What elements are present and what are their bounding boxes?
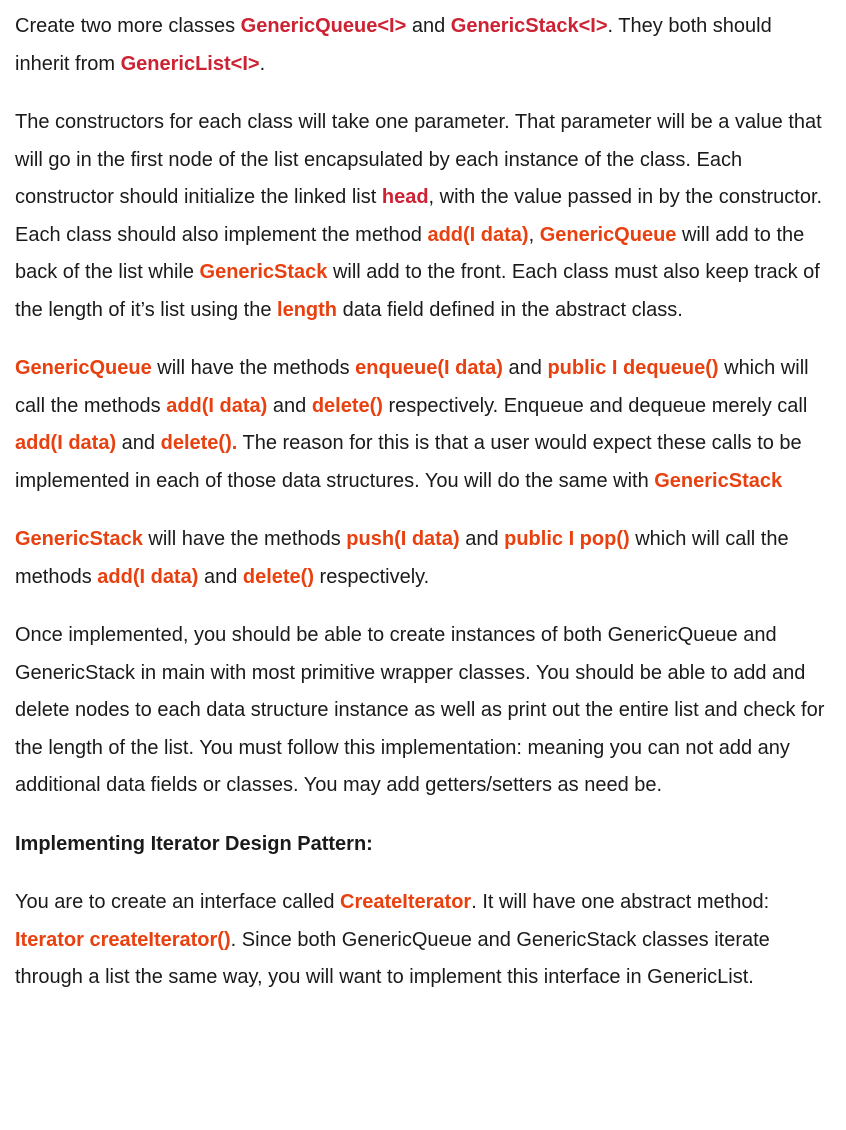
keyword-create-iterator-interface: CreateIterator (340, 891, 472, 913)
keyword-generic-list: GenericList<I> (120, 52, 260, 75)
keyword-generic-queue: GenericQueue (15, 357, 152, 379)
paragraph-generic-queue-methods (15, 350, 831, 500)
keyword-add-method: add(I data) (15, 432, 117, 454)
keyword-delete-method: delete(). (160, 432, 238, 454)
text: and (267, 394, 312, 417)
keyword-head: head (381, 186, 429, 208)
text: will have the methods (151, 357, 356, 379)
text: and (406, 15, 451, 37)
keyword-pop: public I pop() (504, 528, 630, 550)
keyword-generic-stack: GenericStack<I> (450, 15, 608, 37)
keyword-generic-stack: GenericStack (15, 528, 143, 550)
paragraph-class-intro (15, 8, 831, 83)
text: , with the value passed in by the constructor. Each class should also implement the method (15, 186, 823, 246)
text: data field defined in the abstract class. (337, 298, 683, 321)
keyword-generic-queue: GenericQueue<I> (240, 15, 407, 37)
text: will have the methods (142, 528, 347, 550)
keyword-add-method: add(I data) (166, 394, 268, 417)
text: will add to the front. Each class must also keep track of the length of it’s list using the (15, 261, 820, 321)
keyword-push: push(I data) (346, 528, 460, 550)
text: , (528, 223, 540, 246)
text: respectively. (314, 565, 430, 588)
text: and (459, 528, 505, 550)
text: respectively. Enqueue and dequeue merely call (382, 394, 808, 417)
keyword-enqueue: enqueue(I data) (355, 357, 503, 379)
section-heading-iterator: Implementing Iterator Design Pattern: (15, 832, 373, 855)
paragraph-iterator (15, 884, 831, 997)
keyword-add-method: add(I data) (97, 565, 199, 588)
text: Once implemented, you should be able to create instances of both GenericQueue and GenericStack in main with most primitive wrapper classes. You should be able to add and delete nodes to each data structure instance as well as print out the entire list and check for the length of the list. You must follow this implementation: meaning you can not add any additional data fields or classes. You may add getters/setters as need be. (15, 624, 825, 796)
text: Create two more classes (15, 15, 241, 37)
text: and (198, 565, 243, 588)
text: The constructors for each class will take one parameter. That parameter will be a value that will go in the first node of the list encapsulated by each instance of the class. Each constructor should initialize the linked list (15, 111, 822, 208)
keyword-dequeue: public I dequeue() (547, 357, 719, 379)
keyword-create-iterator-method: Iterator createIterator() (15, 928, 231, 951)
keyword-delete-method: delete() (242, 565, 314, 588)
text: The reason for this is that a user would expect these calls to be implemented in each of those data structures. You will do the same with (15, 432, 802, 492)
paragraph-generic-stack-methods (15, 521, 831, 596)
text: which will call the methods (15, 357, 809, 417)
text: and (502, 357, 548, 379)
text: . (259, 52, 266, 75)
keyword-generic-queue: GenericQueue (539, 223, 677, 246)
text: will add to the back of the list while (15, 223, 805, 283)
text: . They both should inherit from (15, 15, 772, 75)
text: and (116, 432, 161, 454)
keyword-length: length (277, 298, 338, 321)
text: You are to create an interface called (15, 891, 341, 913)
keyword-generic-stack: GenericStack (654, 469, 783, 492)
keyword-delete-method: delete() (311, 394, 383, 417)
paragraph-constructors (15, 104, 831, 329)
paragraph-usage (15, 617, 831, 805)
text: . It will have one abstract method: (471, 891, 770, 913)
text: . Since both GenericQueue and GenericStack classes iterate through a list the same way, you will want to implement this interface in GenericList. (15, 928, 770, 988)
keyword-add-method: add(I data) (427, 223, 529, 246)
text: which will call the methods (15, 528, 789, 588)
keyword-generic-stack: GenericStack (199, 261, 328, 283)
